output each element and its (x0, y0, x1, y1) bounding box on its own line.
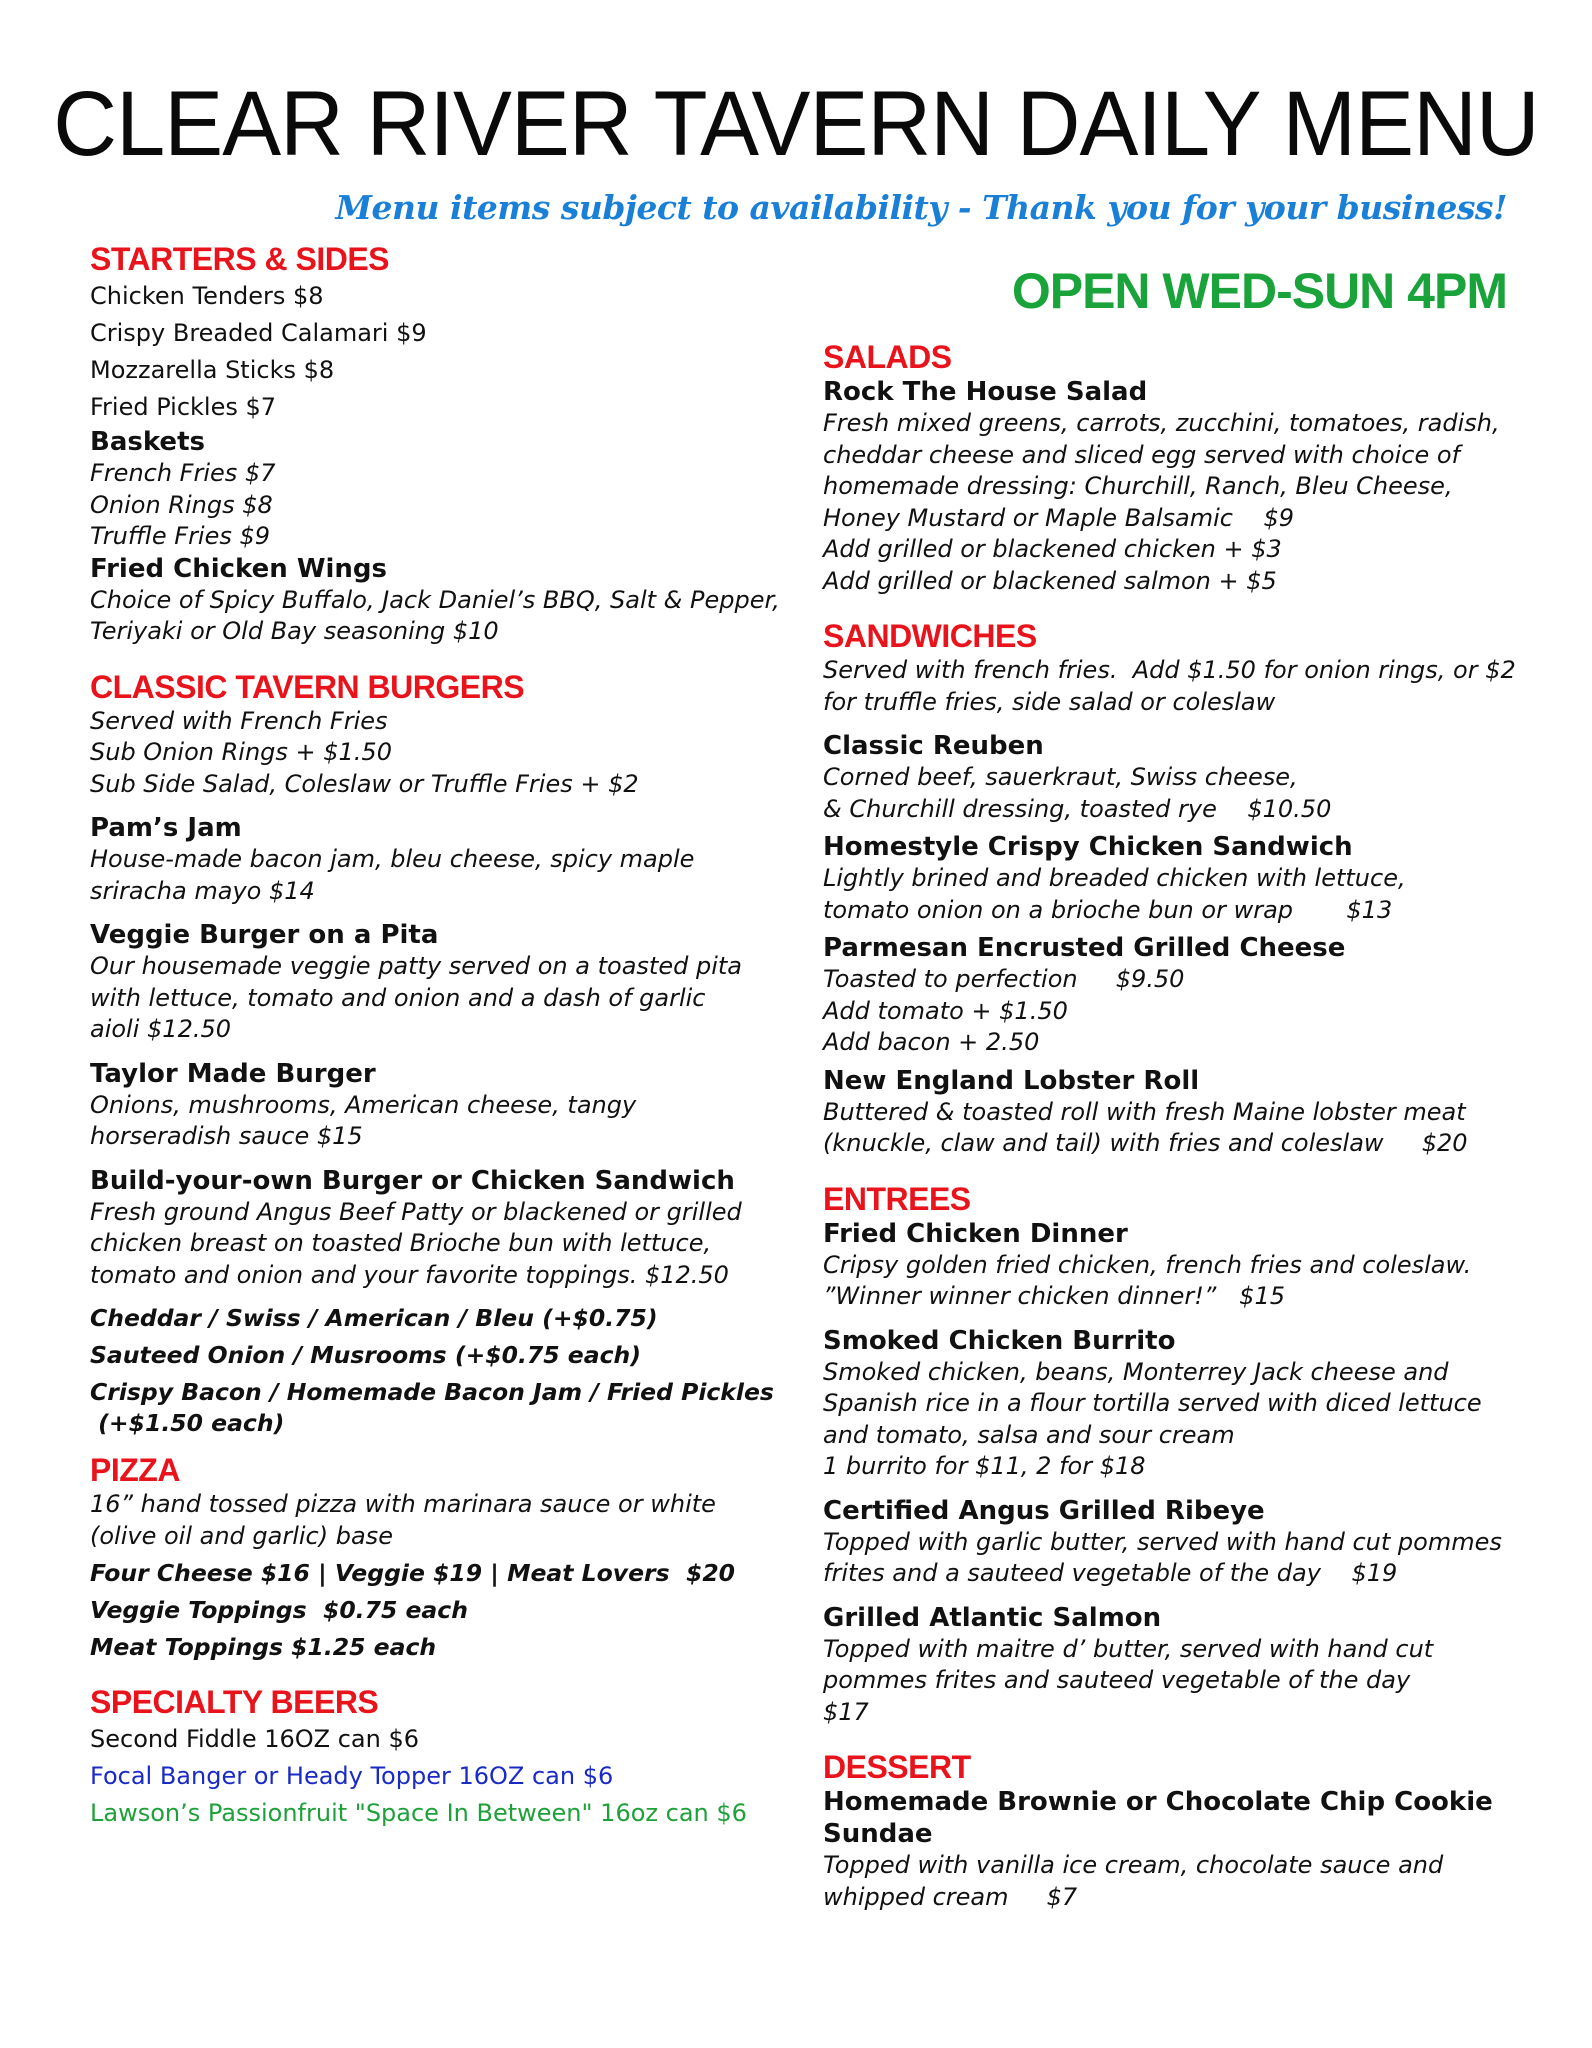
item-name: Rock The House Salad (823, 377, 1148, 407)
topping-option: Crispy Bacon / Homemade Bacon Jam / Fried Pickles (90, 1378, 774, 1406)
item-name: Parmesan Encrusted Grilled Cheese (823, 933, 1346, 963)
item-name: Classic Reuben (823, 731, 1044, 761)
item-line: Toasted to perfection $9.50 (823, 965, 1185, 993)
item-line: 1 burrito for $11, 2 for $18 (823, 1452, 1146, 1480)
beer-item: Lawson’s Passionfruit "Space In Between" 16oz can $6 (90, 1799, 747, 1827)
pizza-option: Meat Toppings $1.25 each (90, 1633, 437, 1661)
section-title-starters: STARTERS & SIDES (90, 241, 389, 277)
item-line: Lightly brined and breaded chicken with lettuce, (823, 864, 1406, 892)
item-line: Fresh ground Angus Beef Patty or blackened or grilled (90, 1197, 742, 1226)
item-line: and tomato, salsa and sour cream (823, 1420, 1235, 1449)
item-line: Choice of Spicy Buffalo, Jack Daniel’s BBQ, Salt & Pepper, (90, 585, 780, 614)
item-line: House-made bacon jam, bleu cheese, spicy maple (90, 845, 695, 873)
item-line: Topped with vanilla ice cream, chocolate sauce and (823, 1851, 1444, 1879)
section-title-burgers: CLASSIC TAVERN BURGERS (90, 668, 525, 705)
item-line: Topped with maitre d’ butter, served with hand cut (823, 1634, 1434, 1663)
item-line: Onions, mushrooms, American cheese, tangy (90, 1090, 637, 1119)
item-line: Add grilled or blackened salmon + $5 (823, 566, 1277, 595)
item-name: Grilled Atlantic Salmon (823, 1602, 1162, 1633)
item-line: ”Winner winner chicken dinner!” $15 (823, 1282, 1285, 1310)
item-line: for truffle fries, side salad or coleslaw (823, 687, 1276, 716)
item-line: sriracha mayo $14 (90, 876, 315, 905)
item-line: cheddar cheese and sliced egg served with choice of (823, 440, 1460, 469)
opening-hours: OPEN WED-SUN 4PM (1011, 263, 1507, 319)
topping-option: Cheddar / Swiss / American / Bleu (+$0.75) (90, 1304, 658, 1332)
pizza-option: Four Cheese $16 | Veggie $19 | Meat Lovers $20 (90, 1559, 736, 1587)
section-title-sandwiches: SANDWICHES (823, 618, 1037, 654)
item-name: Sundae (823, 1819, 933, 1849)
item-name: Pam’s Jam (90, 813, 242, 843)
item-name: Smoked Chicken Burrito (823, 1325, 1176, 1356)
topping-option: (+$1.50 each) (90, 1409, 285, 1437)
item-name: Taylor Made Burger (90, 1058, 376, 1089)
menu-item: Crispy Breaded Calamari $9 (90, 319, 427, 347)
item-line: Served with french fries. Add $1.50 for onion rings, or $2 (823, 656, 1516, 684)
item-name: Fried Chicken Dinner (823, 1218, 1128, 1249)
item-line: Buttered & toasted roll with fresh Maine lobster meat (823, 1097, 1466, 1126)
item-line: aioli $12.50 (90, 1015, 231, 1043)
item-line: Onion Rings $8 (90, 490, 273, 519)
item-name: Homestyle Crispy Chicken Sandwich (823, 832, 1353, 862)
item-line: (knuckle, claw and tail) with fries and coleslaw $20 (823, 1129, 1468, 1157)
right-column (823, 338, 1523, 1913)
item-name: Fried Chicken Wings (90, 553, 388, 584)
item-line: Spanish rice in a flour tortilla served with diced lettuce (823, 1389, 1482, 1417)
item-line: pommes frites and sauteed vegetable of the day (823, 1666, 1411, 1694)
section-title-entrees: ENTREES (823, 1180, 971, 1217)
item-line: Add tomato + $1.50 (823, 996, 1068, 1025)
beer-item: Focal Banger or Heady Topper 16OZ can $6 (90, 1762, 614, 1790)
item-line: Our housemade veggie patty served on a toasted pita (90, 952, 742, 980)
item-line: tomato onion on a brioche bun or wrap $13 (823, 895, 1393, 924)
left-column (90, 240, 780, 1832)
menu-item: Mozzarella Sticks $8 (90, 356, 335, 384)
topping-option: Sauteed Onion / Musrooms (+$0.75 each) (90, 1341, 641, 1369)
section-title-dessert: DESSERT (823, 1749, 971, 1785)
item-line: Served with French Fries (90, 706, 388, 735)
item-line: chicken breast on toasted Brioche bun with lettuce, (90, 1229, 712, 1257)
beer-item: Second Fiddle 16OZ can $6 (90, 1725, 419, 1753)
item-line: Teriyaki or Old Bay seasoning $10 (90, 617, 499, 645)
item-name: Homemade Brownie or Chocolate Chip Cookie (823, 1787, 1493, 1817)
pizza-option: Veggie Toppings $0.75 each (90, 1596, 468, 1624)
section-title-pizza: PIZZA (90, 1452, 180, 1488)
menu-item: Chicken Tenders $8 (90, 282, 324, 310)
item-line: Corned beef, sauerkraut, Swiss cheese, (823, 763, 1298, 791)
section-title-beers: SPECIALTY BEERS (90, 1684, 379, 1720)
item-line: tomato and onion and your favorite toppings. $12.50 (90, 1260, 729, 1289)
item-line: Honey Mustard or Maple Balsamic $9 (823, 503, 1295, 532)
item-line: Smoked chicken, beans, Monterrey Jack cheese and (823, 1357, 1449, 1386)
item-name: Veggie Burger on a Pita (90, 920, 439, 950)
item-line: Fresh mixed greens, carrots, zucchini, tomatoes, radish, (823, 409, 1500, 437)
section-title-salads: SALADS (823, 339, 952, 375)
item-line: Add bacon + 2.50 (823, 1028, 1040, 1056)
item-name: Certified Angus Grilled Ribeye (823, 1495, 1265, 1526)
item-line: 16” hand tossed pizza with marinara sauce or white (90, 1490, 716, 1518)
item-line: whipped cream $7 (823, 1882, 1078, 1911)
item-line: & Churchill dressing, toasted rye $10.50 (823, 794, 1332, 823)
item-line: Truffle Fries $9 (90, 522, 271, 550)
item-line: $17 (823, 1697, 869, 1726)
item-name: New England Lobster Roll (823, 1065, 1200, 1096)
item-line: Cripsy golden fried chicken, french fries and coleslaw. (823, 1250, 1472, 1279)
tagline: Menu items subject to availability - Thank you for your business! (335, 188, 1507, 227)
item-name: Baskets (90, 427, 205, 457)
menu-item: Fried Pickles $7 (90, 393, 277, 421)
item-line: Topped with garlic butter, served with hand cut pommes (823, 1527, 1502, 1556)
item-line: Sub Onion Rings + $1.50 (90, 738, 392, 766)
item-line: Sub Side Salad, Coleslaw or Truffle Fries + $2 (90, 769, 639, 798)
item-line: (olive oil and garlic) base (90, 1521, 393, 1550)
item-line: horseradish sauce $15 (90, 1122, 363, 1150)
item-line: French Fries $7 (90, 459, 276, 487)
item-line: Add grilled or blackened chicken + $3 (823, 535, 1282, 563)
item-line: homemade dressing: Churchill, Ranch, Bleu Cheese, (823, 472, 1453, 500)
item-line: with lettuce, tomato and onion and a dash of garlic (90, 983, 706, 1012)
item-line: frites and a sauteed vegetable of the day $19 (823, 1559, 1398, 1587)
item-name: Build-your-own Burger or Chicken Sandwich (90, 1165, 735, 1196)
menu-title: CLEAR RIVER TAVERN DAILY MENU (53, 73, 1539, 175)
